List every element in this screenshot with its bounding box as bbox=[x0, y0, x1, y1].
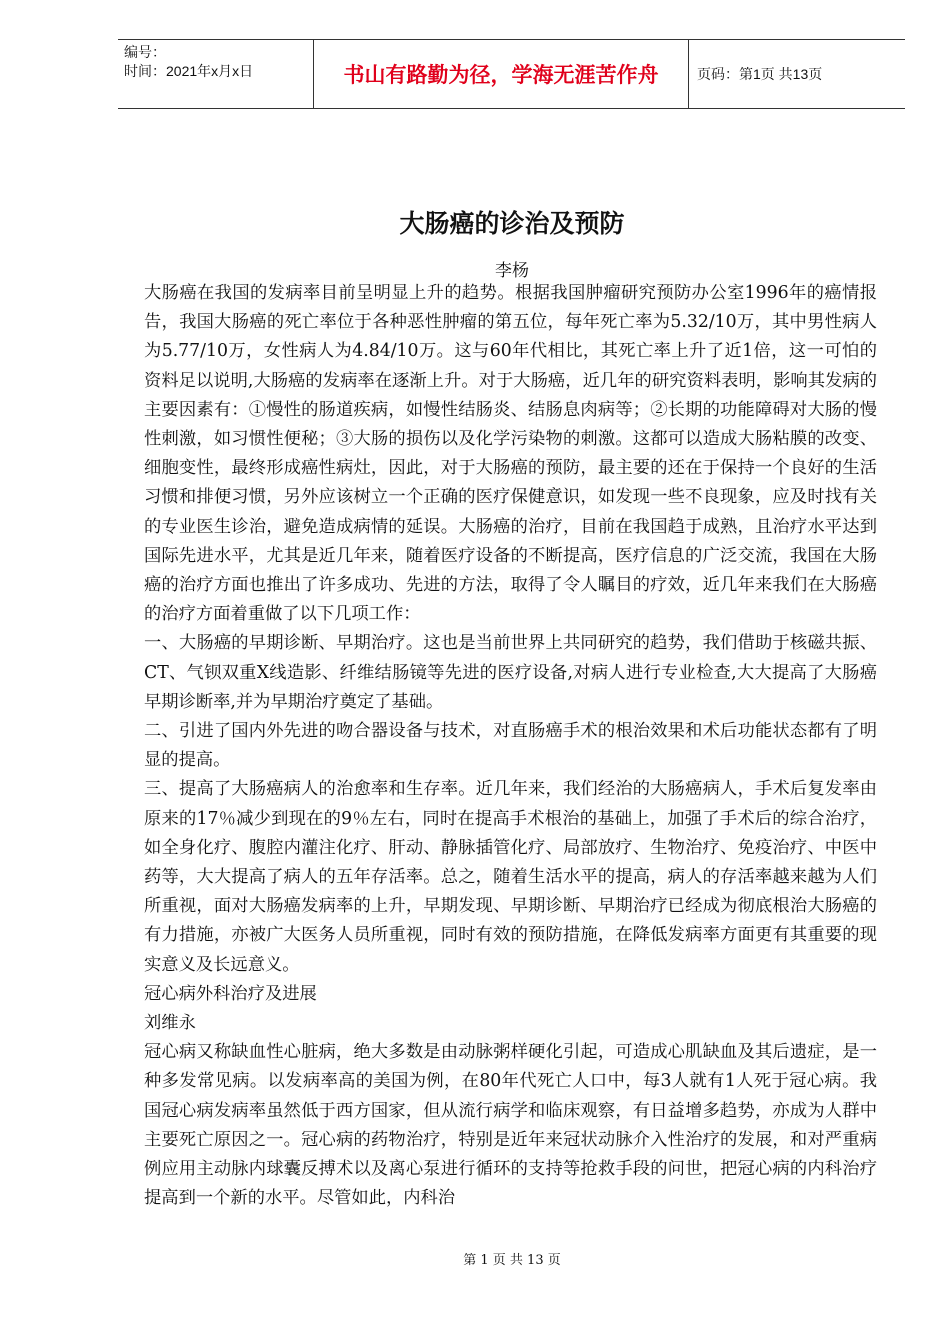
time-label: 时间：2021年x月x日 bbox=[124, 63, 254, 79]
header-motto: 书山有路勤为径，学海无涯苦作舟 bbox=[314, 40, 689, 108]
page-footer: 第 1 页 共 13 页 bbox=[463, 1253, 561, 1268]
section-heading: 冠心病外科治疗及进展 bbox=[144, 983, 317, 1004]
paragraph: 三、提高了大肠癌病人的治愈率和生存率。近几年来，我们经治的大肠癌病人，手术后复发率由原来的17％减少到现在的9％左右，同时在提高手术根治的基础上，加强了手术后的综合治疗，如全身化疗、腹腔内灌注化疗、肝动、静脉插管化疗、局部放疗、生物治疗、免疫治疗、中医中药等，大大提高了病人的五年存活率。总之，随着生活水平的提高，病人的存活率越来越为人们所重视，面对大肠癌发病率的上升，早期发现、早期诊断、早期治疗已经成为彻底根治大肠癌的有力措施，亦被广大医务人员所重视，同时有效的预防措施，在降低发病率方面更有其重要的现实意义及长远意义。 bbox=[144, 779, 877, 975]
paragraph: 大肠癌在我国的发病率目前呈明显上升的趋势。根据我国肿瘤研究预防办公室1996年的癌情报告，我国大肠癌的死亡率位于各种恶性肿瘤的第五位，每年死亡率为5.32/10万，其中男性病人为5.77/10万，女性病人为4.84/10万。这与60年代相比，其死亡率上升了近1倍，这一可怕的资料足以说明,大肠癌的发病率在逐渐上升。对于大肠癌，近几年的研究资料表明，影响其发病的主要因素有：①慢性的肠道疾病，如慢性结肠炎、结肠息肉病等；②长期的功能障碍对大肠的慢性刺激，如习惯性便秘；③大肠的损伤以及化学污染物的刺激。这都可以造成大肠粘膜的改变、细胞变性，最终形成癌性病灶，因此，对于大肠癌的预防，最主要的还在于保持一个良好的生活习惯和排便习惯，另外应该树立一个正确的医疗保健意识，如发现一些不良现象，应及时找有关的专业医生诊治，避免造成病情的延误。大肠癌的治疗，目前在我国趋于成熟，且治疗水平达到国际先进水平，尤其是近几年来，随着医疗设备的不断提高，医疗信息的广泛交流，我国在大肠癌的治疗方面也推出了许多成功、先进的方法，取得了令人瞩目的疗效，近几年来我们在大肠癌的治疗方面着重做了以下几项工作： bbox=[144, 283, 877, 625]
page-header bbox=[118, 39, 905, 109]
paragraph: 冠心病又称缺血性心脏病，绝大多数是由动脉粥样硬化引起，可造成心肌缺血及其后遗症，是一种多发常见病。以发病率高的美国为例，在80年代死亡人口中，每3人就有1人死于冠心病。我国冠心病发病率虽然低于西方国家，但从流行病学和临床观察，有日益增多趋势，亦成为人群中主要死亡原因之一。冠心病的药物治疗，特别是近年来冠状动脉介入性治疗的发展，和对严重病例应用主动脉内球囊反搏术以及离心泵进行循环的支持等抢救手段的问世，把冠心病的内科治疗提高到一个新的水平。尽管如此，内科治 bbox=[144, 1042, 877, 1209]
paragraph: 二、引进了国内外先进的吻合器设备与技术，对直肠癌手术的根治效果和术后功能状态都有了明显的提高。 bbox=[144, 721, 877, 771]
document-author: 李杨 bbox=[495, 261, 529, 281]
document-title: 大肠癌的诊治及预防 bbox=[399, 209, 625, 238]
paragraph: 一、大肠癌的早期诊断、早期治疗。这也是当前世界上共同研究的趋势，我们借助于核磁共振、CT、气钡双重X线造影、纤维结肠镜等先进的医疗设备,对病人进行专业检查,大大提高了大肠癌早期诊断率,并为早期治疗奠定了基础。 bbox=[144, 633, 877, 712]
section-author: 刘维永 bbox=[144, 1013, 196, 1034]
number-label: 编号： bbox=[124, 44, 166, 60]
header-meta bbox=[118, 40, 314, 108]
header-page-info: 页码：第1页 共13页 bbox=[697, 66, 823, 82]
document-body bbox=[144, 279, 877, 1214]
